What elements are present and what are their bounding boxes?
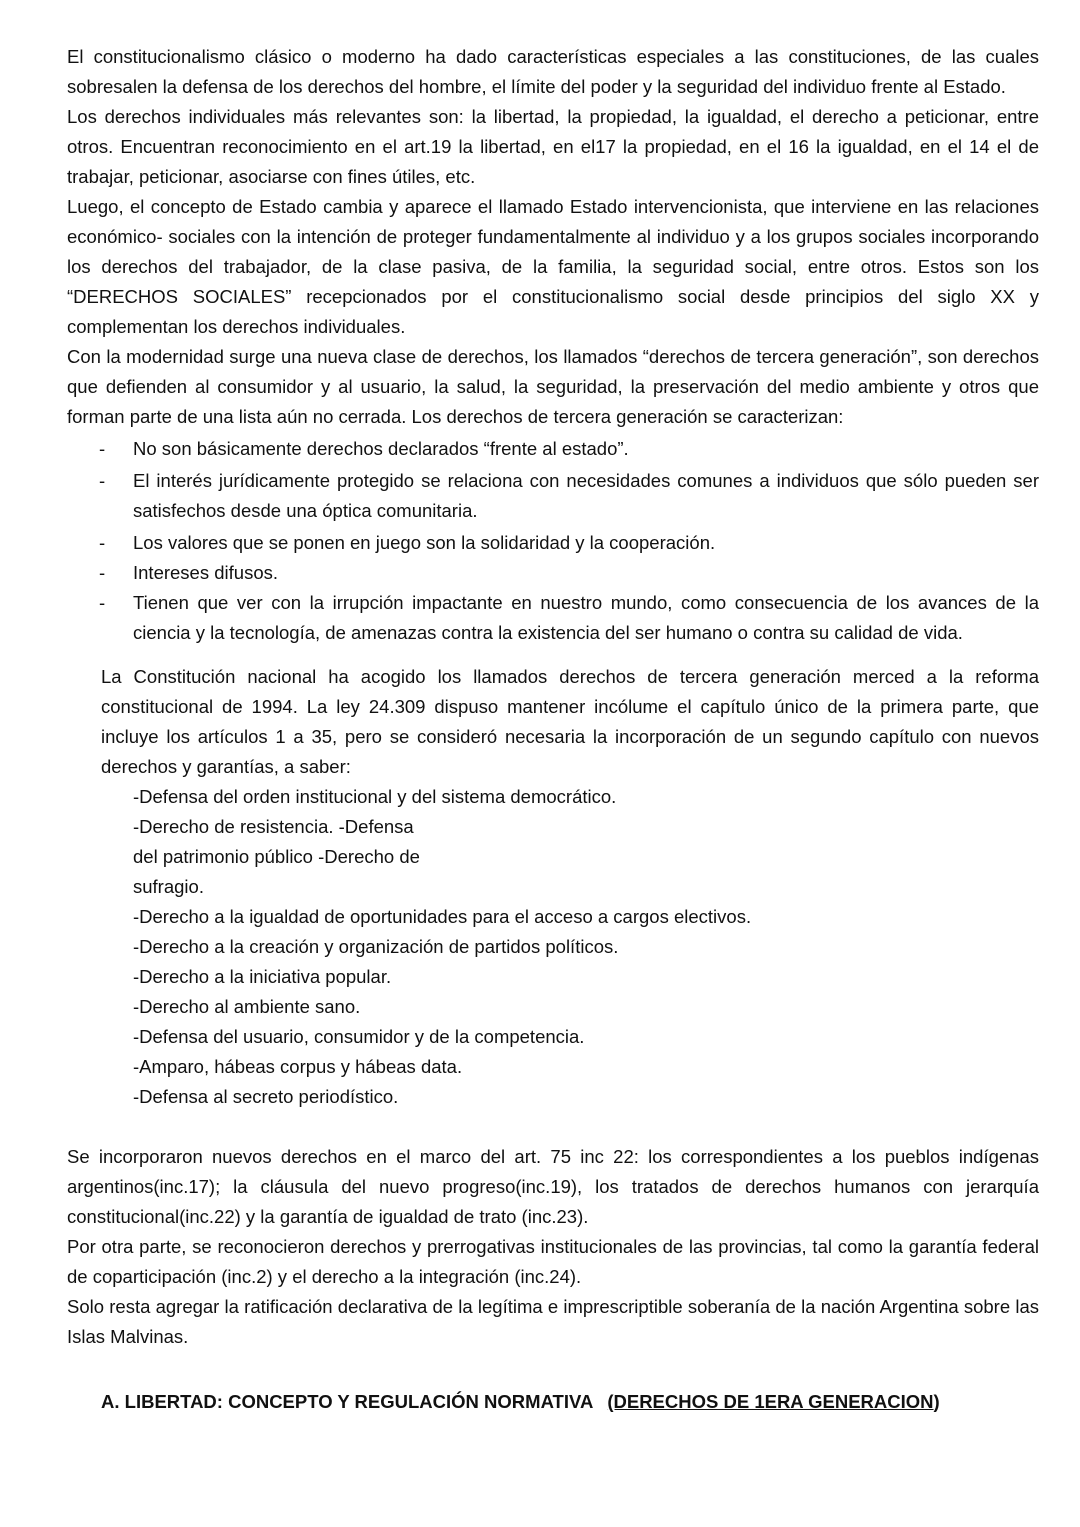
- paragraph-individual-rights: Los derechos individuales más relevantes son: la libertad, la propiedad, la igualdad, el derecho a peticionar, entre otros. Encuentran reconocimiento en el art.19 la libertad, en el17 la propiedad, en el 16 la igualdad, en el 14 el de trabajar, peticionar, asociarse con fines útiles, etc.: [67, 106, 1039, 187]
- paragraph-art-75: Se incorporaron nuevos derechos en el marco del art. 75 inc 22: los correspondientes a los pueblos indígenas argentinos(inc.17); la cláusula del nuevo progreso(inc.19), los tratados de derechos humanos con jerarquía constitucional(inc.22) y la garantía de igualdad de trato (inc.23).: [67, 1146, 1039, 1227]
- list-item: -Derecho a la creación y organización de partidos políticos.: [133, 936, 619, 957]
- dash-bullet: -: [99, 592, 106, 613]
- document-page: [67, 42, 1039, 1417]
- paragraph-classic-constitutionalism: El constitucionalismo clásico o moderno ha dado características especiales a las constituciones, de las cuales sobresalen la defensa de los derechos del hombre, el límite del poder y la seguridad del individuo frente al Estado.: [67, 46, 1039, 97]
- section-heading: [101, 1387, 1039, 1417]
- list-item: -Defensa del usuario, consumidor y de la competencia.: [133, 1026, 585, 1047]
- list-item: -Amparo, hábeas corpus y hábeas data.: [133, 1056, 463, 1077]
- dash-bullet: -: [99, 532, 106, 553]
- reform-section: [101, 662, 1039, 782]
- heading-close-paren: ): [933, 1391, 940, 1412]
- paragraph-reform-1994: La Constitución nacional ha acogido los llamados derechos de tercera generación merced a la reforma constitucional de 1994. La ley 24.309 dispuso mantener incólume el capítulo único de la primera parte, que incluye los artículos 1 a 35, pero se consideró necesaria la incorporación de un segundo capítulo con nuevos derechos y garantías, a saber:: [101, 666, 1039, 777]
- dash-bullet: -: [99, 470, 106, 491]
- list-item: -Derecho al ambiente sano.: [133, 996, 361, 1017]
- list-item: -Derecho a la igualdad de oportunidades para el acceso a cargos electivos.: [133, 906, 752, 927]
- list-item: - Tienen que ver con la irrupción impactante en nuestro mundo, como consecuencia de los avances de la ciencia y la tecnología, de amenazas contra la existencia del ser humano o contra su calidad de vida.: [67, 588, 1039, 648]
- list-item: -Defensa al secreto periodístico.: [133, 1086, 399, 1107]
- list-item: -Derecho de resistencia. -Defensa del patrimonio público -Derecho de sufragio.: [133, 816, 420, 897]
- closing-section: [67, 1142, 1039, 1352]
- list-item: - No son básicamente derechos declarados “frente al estado”.: [67, 434, 1039, 464]
- new-rights-list: [133, 782, 1039, 1112]
- list-item: -Defensa del orden institucional y del sistema democrático.: [133, 786, 617, 807]
- heading-subtitle: (DERECHOS DE 1ERA GENERACION: [607, 1391, 934, 1412]
- paragraph-malvinas: Solo resta agregar la ratificación declarativa de la legítima e imprescriptible soberanía de la nación Argentina sobre las Islas Malvinas.: [67, 1296, 1039, 1347]
- list-item: - Los valores que se ponen en juego son la solidaridad y la cooperación.: [67, 528, 1039, 558]
- paragraph-provinces: Por otra parte, se reconocieron derechos y prerrogativas institucionales de las provincias, tal como la garantía federal de coparticipación (inc.2) y el derecho a la integración (inc.24).: [67, 1236, 1039, 1287]
- paragraph-social-rights: Luego, el concepto de Estado cambia y aparece el llamado Estado intervencionista, que interviene en las relaciones económico- sociales con la intención de proteger fundamentalmente al individuo y a los grupos sociales incorporando los derechos del trabajador, de la clase pasiva, de la familia, la seguridad social, entre otros. Estos son los “DERECHOS SOCIALES” recepcionados por el constitucionalismo social desde principios del siglo XX y complementan los derechos individuales.: [67, 196, 1039, 337]
- dash-bullet: -: [99, 562, 106, 583]
- list-item: - Intereses difusos.: [67, 558, 1039, 588]
- dash-bullet: -: [99, 438, 106, 459]
- heading-title: A. LIBERTAD: CONCEPTO Y REGULACIÓN NORMATIVA: [101, 1391, 594, 1412]
- characteristics-list: [67, 434, 1039, 648]
- list-item: -Derecho a la iniciativa popular.: [133, 966, 392, 987]
- paragraph-third-generation: Con la modernidad surge una nueva clase de derechos, los llamados “derechos de tercera generación”, son derechos que defienden al consumidor y al usuario, la salud, la seguridad, la preservación del medio ambiente y otros que forman parte de una lista aún no cerrada. Los derechos de tercera generación se caracterizan:: [67, 346, 1039, 427]
- list-item: - El interés jurídicamente protegido se relaciona con necesidades comunes a individuos que sólo pueden ser satisfechos desde una óptica comunitaria.: [67, 466, 1039, 526]
